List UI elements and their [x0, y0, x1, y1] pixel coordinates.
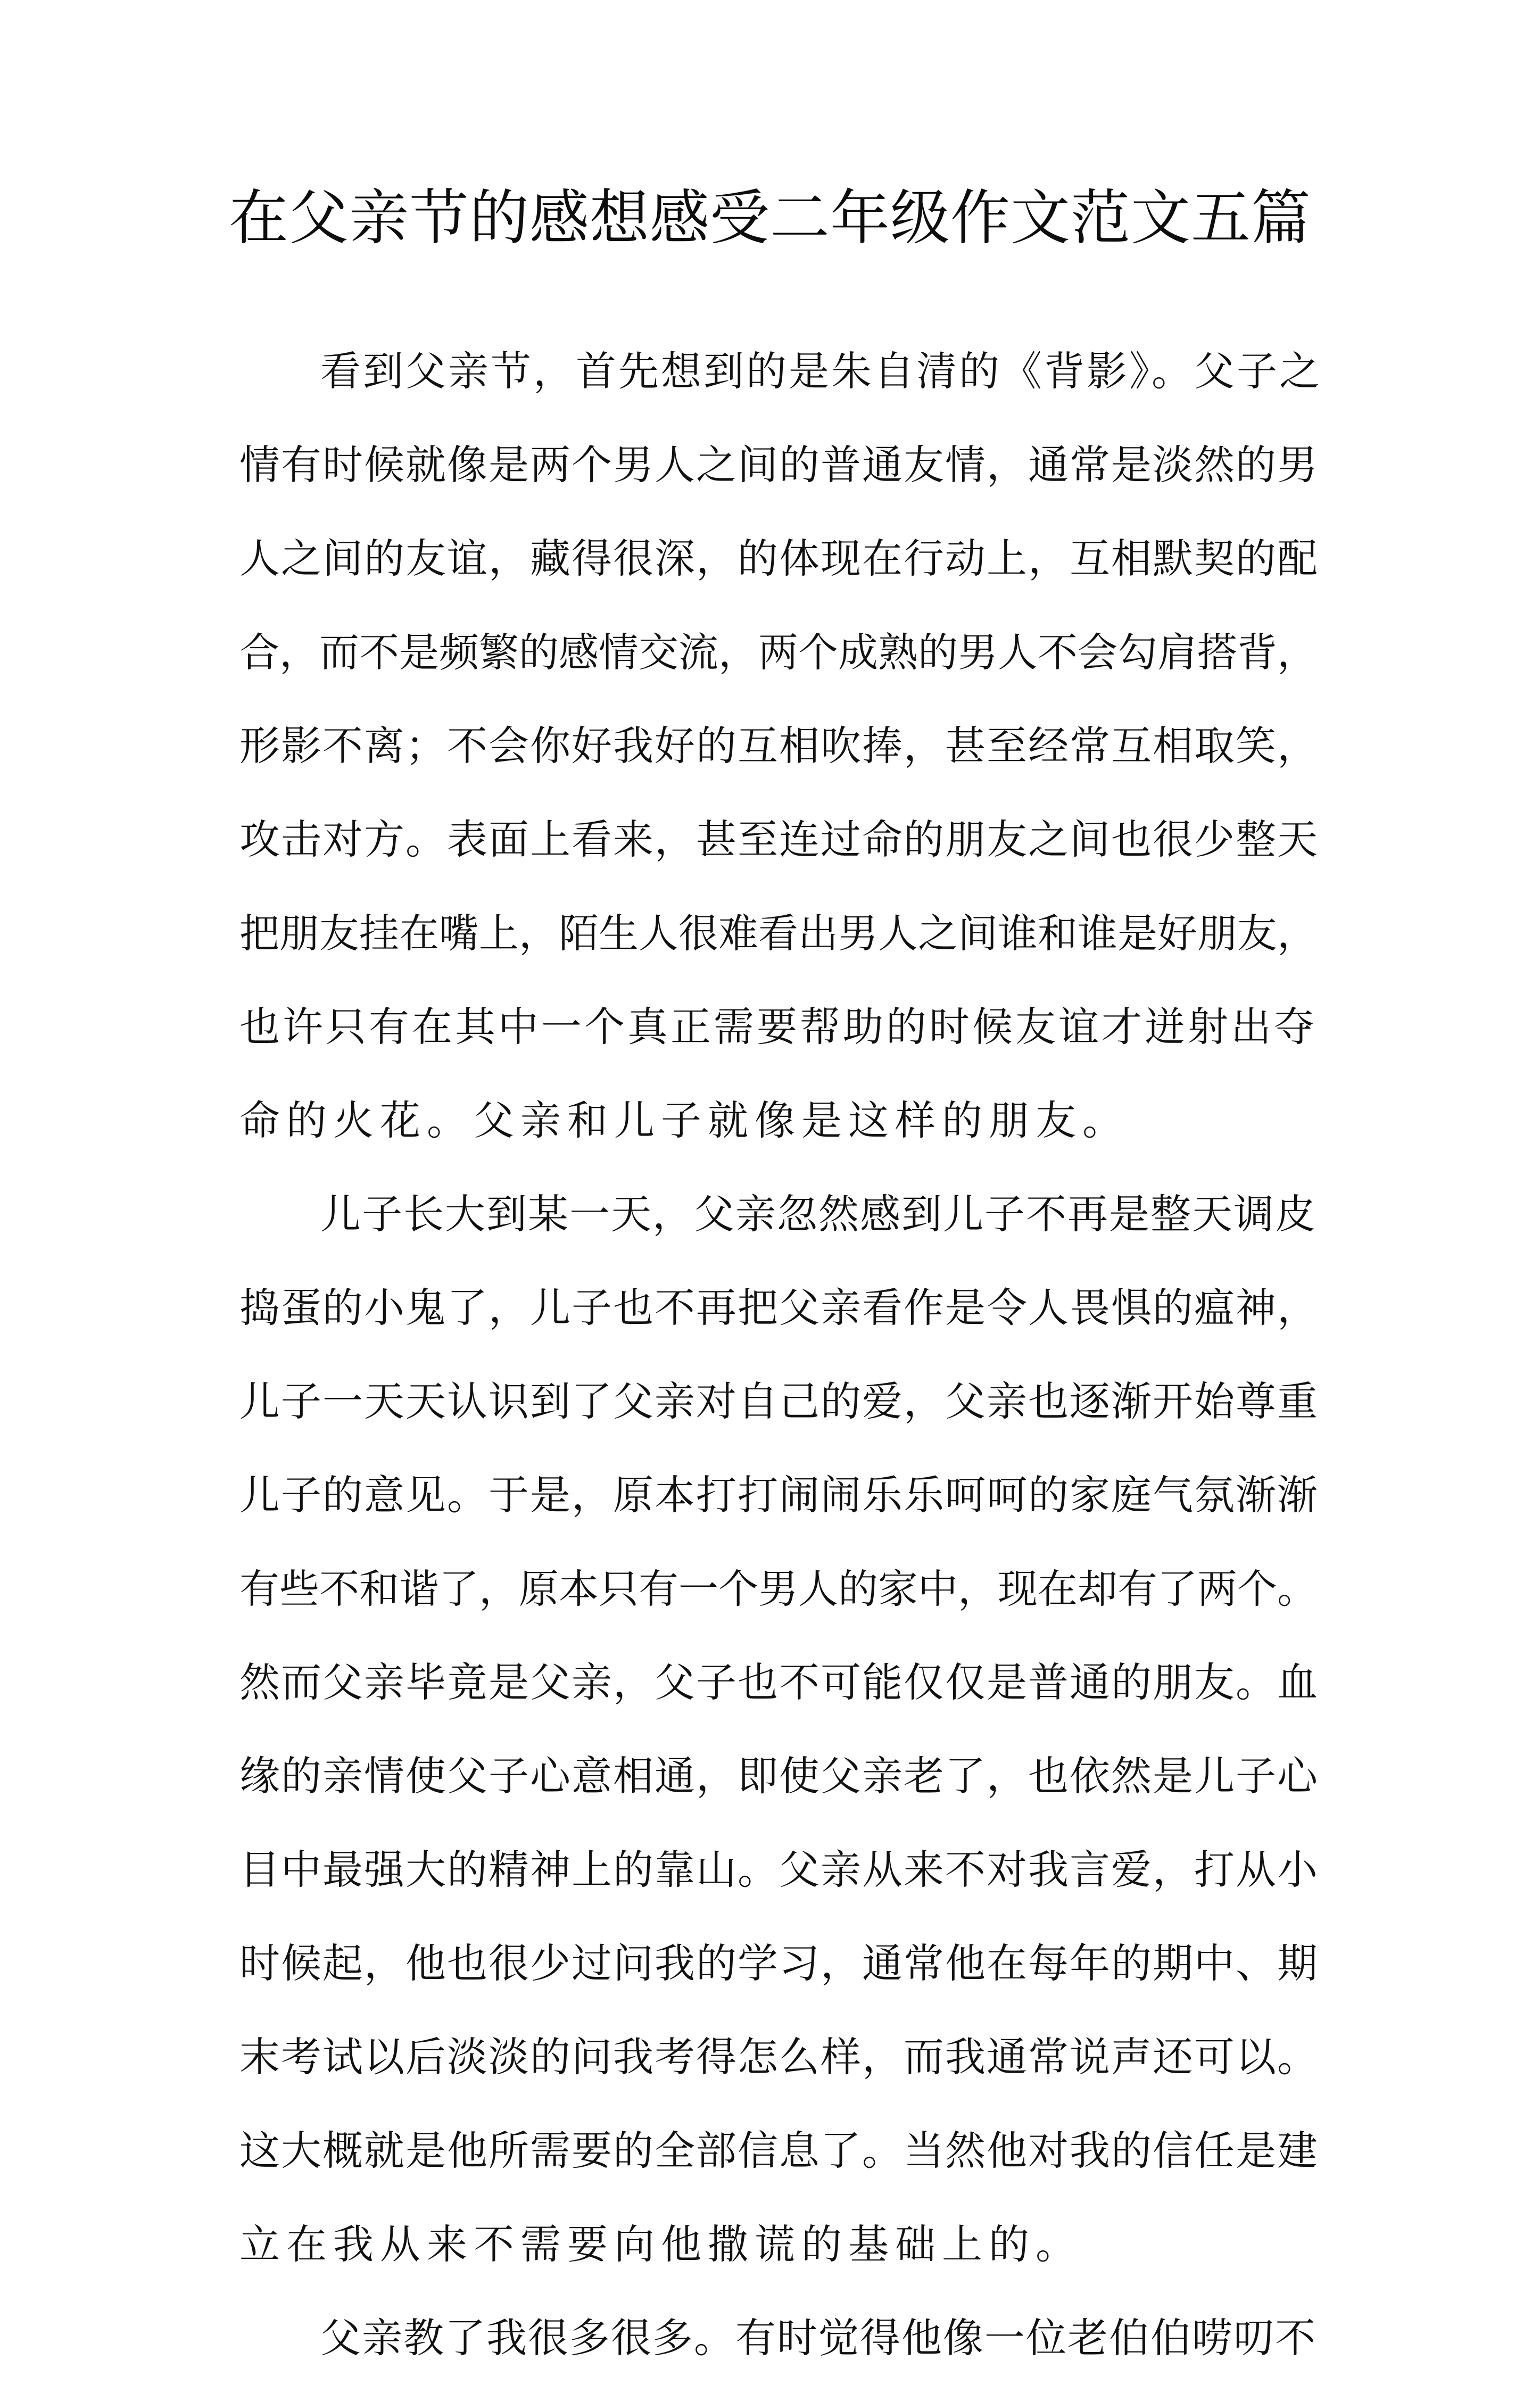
body-line: 也许只有在其中一个真正需要帮助的时候友谊才迸射出夺	[239, 1003, 1317, 1050]
body-line: 儿子长大到某一天，父亲忽然感到儿子不再是整天调皮	[320, 1190, 1317, 1238]
body-line: 命的火花。父亲和儿子就像是这样的朋友。	[239, 1097, 1129, 1144]
body-line: 这大概就是他所需要的全部信息了。当然他对我的信任是建	[239, 2127, 1319, 2174]
body-line: 儿子一天天认识到了父亲对自己的爱，父亲也逐渐开始尊重	[239, 1378, 1319, 1425]
body-line: 看到父亲节，首先想到的是朱自清的《背影》。父子之	[320, 347, 1322, 395]
body-line: 把朋友挂在嘴上，陌生人很难看出男人之间谁和谁是好朋友，	[239, 910, 1318, 957]
body-line: 攻击对方。表面上看来，甚至连过命的朋友之间也很少整天	[239, 816, 1319, 863]
body-line: 末考试以后淡淡的问我考得怎么样，而我通常说声还可以。	[239, 2033, 1319, 2081]
document-title: 在父亲节的感想感受二年级作文范文五篇	[229, 184, 1311, 253]
body-line: 缘的亲情使父子心意相通，即使父亲老了，也依然是儿子心	[239, 1752, 1319, 1800]
body-line: 然而父亲毕竟是父亲，父子也不可能仅仅是普通的朋友。血	[239, 1659, 1319, 1706]
body-line: 情有时候就像是两个男人之间的普通友情，通常是淡然的男	[239, 441, 1319, 488]
body-line: 合，而不是频繁的感情交流，两个成熟的男人不会勾肩搭背，	[239, 629, 1318, 676]
body-line: 形影不离；不会你好我好的互相吹捧，甚至经常互相取笑，	[239, 722, 1319, 769]
body-line: 时候起，他也很少过问我的学习，通常他在每年的期中、期	[239, 1940, 1319, 1987]
document-body	[239, 325, 1325, 2385]
body-line: 父亲教了我很多很多。有时觉得他像一位老伯伯唠叨不	[320, 2314, 1317, 2362]
body-line: 人之间的友谊，藏得很深，的体现在行动上，互相默契的配	[239, 535, 1319, 582]
body-line: 捣蛋的小鬼了，儿子也不再把父亲看作是令人畏惧的瘟神，	[239, 1284, 1319, 1331]
body-line: 目中最强大的精神上的靠山。父亲从来不对我言爱，打从小	[239, 1846, 1319, 1893]
body-line: 有些不和谐了，原本只有一个男人的家中，现在却有了两个。	[239, 1566, 1318, 1612]
body-line: 儿子的意见。于是，原本打打闹闹乐乐呵呵的家庭气氛渐渐	[239, 1471, 1319, 1519]
body-line: 立在我从来不需要向他撒谎的基础上的。	[239, 2221, 1082, 2268]
